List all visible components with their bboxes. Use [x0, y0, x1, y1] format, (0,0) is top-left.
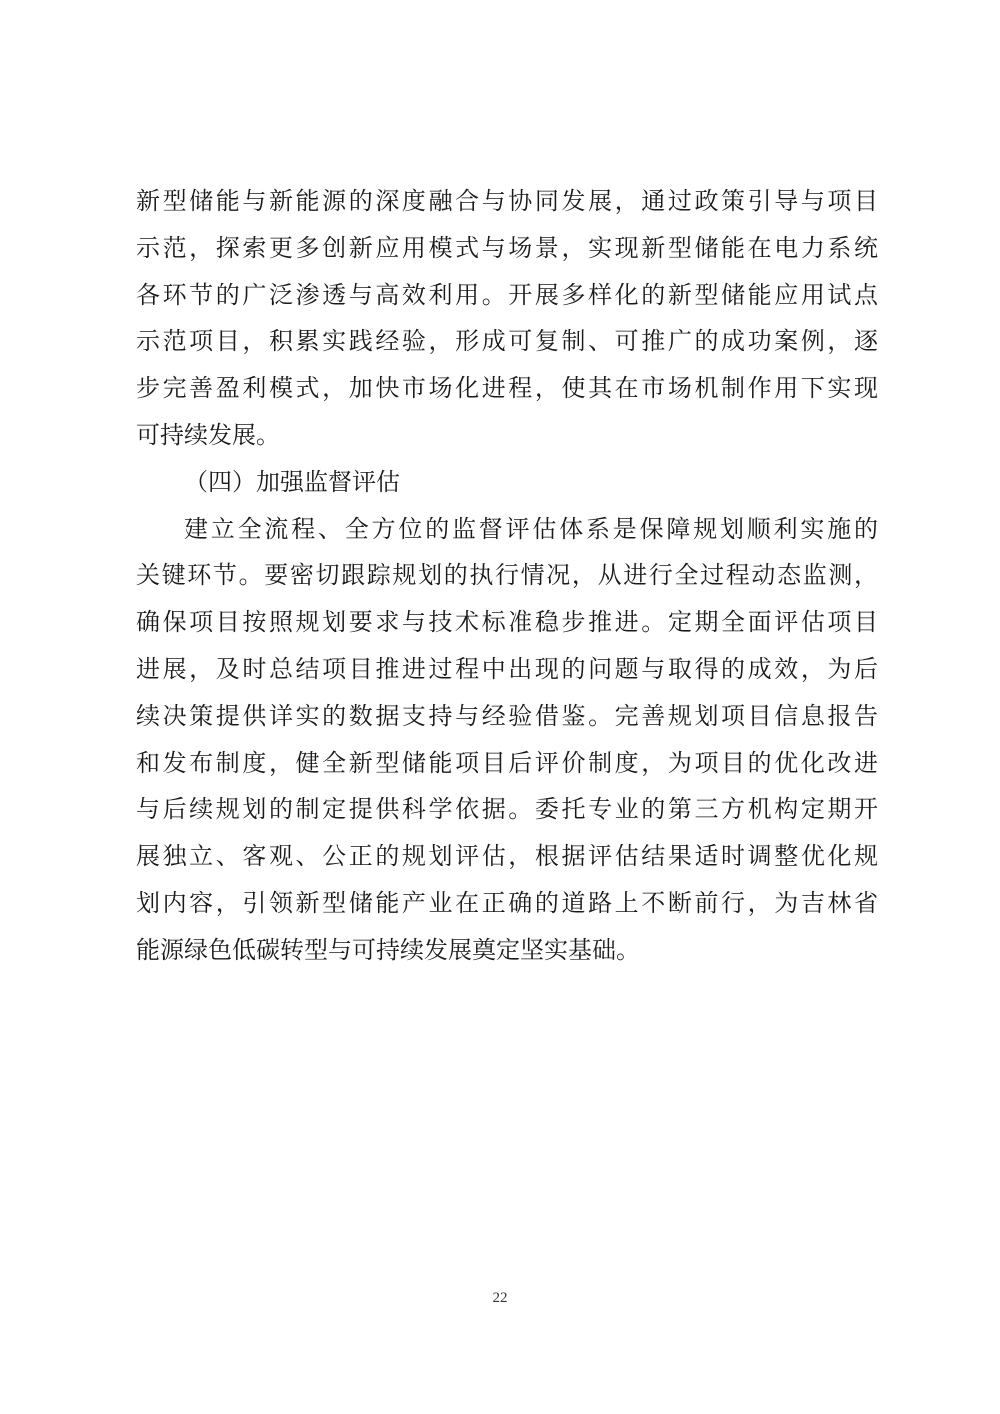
section-heading: （四）加强监督评估 — [184, 467, 400, 496]
paragraph-line: 进展，及时总结项目推进过程中出现的问题与取得的成效，为后 — [136, 654, 878, 683]
paragraph-line: 示范，探索更多创新应用模式与场景，实现新型储能在电力系统 — [136, 233, 878, 262]
paragraph-line: 续决策提供详实的数据支持与经验借鉴。完善规划项目信息报告 — [136, 701, 878, 730]
paragraph-continued — [136, 178, 878, 459]
page-number: 22 — [492, 1290, 508, 1306]
paragraph-line: 划内容，引领新型储能产业在正确的道路上不断前行，为吉林省 — [136, 888, 878, 917]
paragraph-line: 能源绿色低碳转型与可持续发展奠定坚实基础。 — [136, 935, 640, 964]
document-body — [136, 178, 878, 974]
paragraph-line: 确保项目按照规划要求与技术标准稳步推进。定期全面评估项目 — [136, 608, 878, 637]
paragraph-line: 展独立、客观、公正的规划评估，根据评估结果适时调整优化规 — [136, 842, 878, 871]
paragraph-line: 和发布制度，健全新型储能项目后评价制度，为项目的优化改进 — [136, 748, 878, 777]
paragraph-line: 示范项目，积累实践经验，形成可复制、可推广的成功案例，逐 — [136, 327, 878, 356]
paragraph-line: 新型储能与新能源的深度融合与协同发展，通过政策引导与项目 — [136, 187, 878, 215]
paragraph-line: 可持续发展。 — [136, 420, 280, 449]
paragraph-supervision — [136, 506, 878, 974]
paragraph-line: 关键环节。要密切跟踪规划的执行情况，从进行全过程动态监测， — [136, 561, 878, 590]
paragraph-line: 与后续规划的制定提供科学依据。委托专业的第三方机构定期开 — [136, 795, 878, 824]
paragraph-line: 建立全流程、全方位的监督评估体系是保障规划顺利实施的 — [184, 514, 878, 543]
paragraph-line: 各环节的广泛渗透与高效利用。开展多样化的新型储能应用试点 — [136, 280, 878, 309]
paragraph-line: 步完善盈利模式，加快市场化进程，使其在市场机制作用下实现 — [136, 374, 878, 403]
